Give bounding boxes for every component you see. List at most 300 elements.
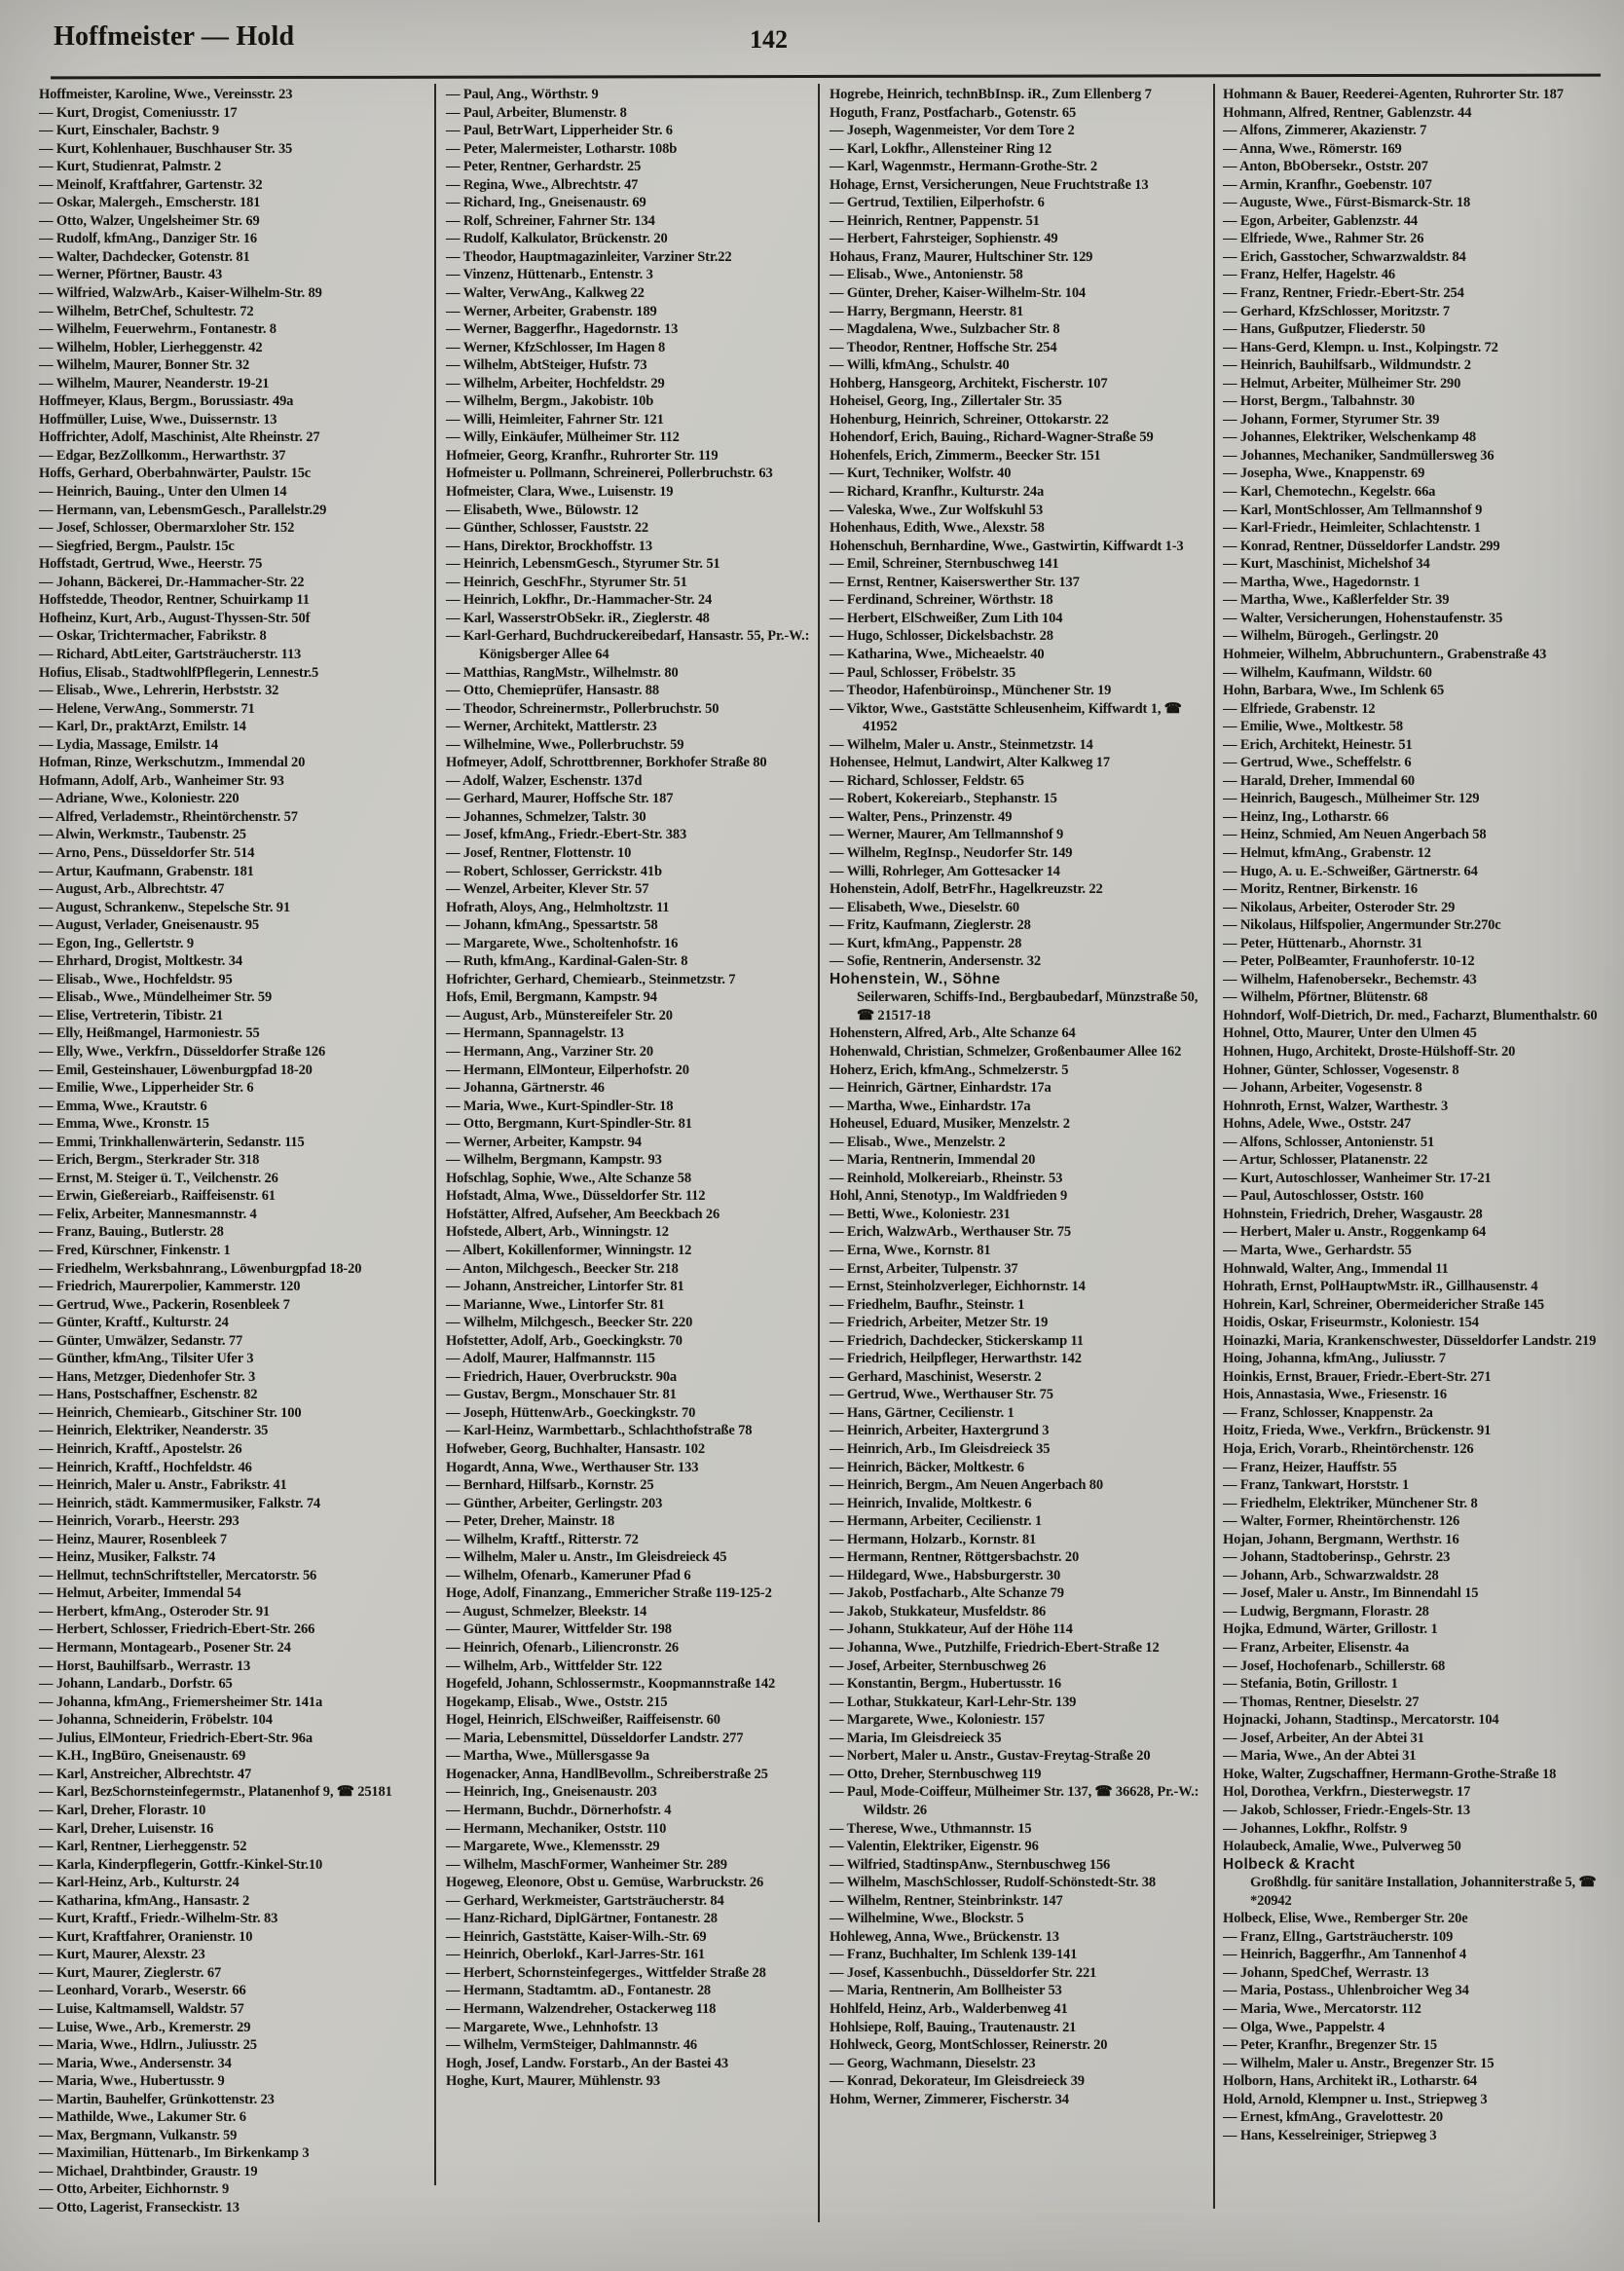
directory-entry: — Hermann, Arbeiter, Cecilienstr. 1 — [830, 1513, 1042, 1530]
directory-entry: Hoffmüller, Luise, Wwe., Duissernstr. 13 — [39, 411, 277, 428]
directory-entry: Hohlweck, Georg, MontSchlosser, Reinerstr. 20 — [830, 2037, 1108, 2054]
directory-column-1 — [39, 86, 430, 2217]
directory-entry: — Wilhelm, Bürogeh., Gerlingstr. 20 — [1223, 628, 1439, 645]
directory-entry: — Elly, Heißmangel, Harmoniestr. 55 — [39, 1025, 260, 1042]
directory-column-4 — [1223, 86, 1614, 2144]
directory-entry: Hojka, Edmund, Wärter, Grillostr. 1 — [1223, 1621, 1438, 1638]
directory-entry: — Franz, Tankwart, Horststr. 1 — [1223, 1477, 1410, 1494]
directory-entry: — Johann, Stukkateur, Auf der Höhe 114 — [830, 1621, 1073, 1638]
directory-entry: — Herbert, Fahrsteiger, Sophienstr. 49 — [830, 231, 1058, 247]
directory-entry: — Johann, Arbeiter, Vogesenstr. 8 — [1223, 1080, 1422, 1097]
directory-entry: — Johannes, Elektriker, Welschenkamp 48 — [1223, 429, 1477, 446]
directory-entry: — Martha, Wwe., Kaßlerfelder Str. 39 — [1223, 592, 1450, 609]
directory-entry: Hohm, Werner, Zimmerer, Fischerstr. 34 — [830, 2091, 1069, 2107]
directory-entry: — Margarete, Wwe., Klemensstr. 29 — [446, 1839, 660, 1855]
directory-entry: — Heinrich, Baggerfhr., Am Tannenhof 4 — [1223, 1947, 1466, 1963]
directory-entry: — Werner, Arbeiter, Grabenstr. 189 — [446, 303, 657, 319]
firm-name: Holbeck & Kracht — [1223, 1855, 1355, 1873]
directory-entry: Hofstätter, Alfred, Aufseher, Am Beeckbach 26 — [446, 1206, 720, 1222]
directory-entry: Holaubeck, Amalie, Wwe., Pulverweg 50 — [1223, 1839, 1461, 1855]
directory-entry: Hogeweg, Eleonore, Obst u. Gemüse, Warbruckstr. 26 — [446, 1875, 764, 1891]
directory-entry: — Wilhelm, Maler u. Anstr., Bregenzer Str. 15 — [1223, 2055, 1495, 2071]
directory-entry: — Heinrich, Elektriker, Neanderstr. 35 — [39, 1423, 269, 1439]
directory-entry: — Nikolaus, Hilfspolier, Angermunder Str.270c — [1223, 917, 1501, 934]
directory-entry: Hogardt, Anna, Wwe., Werthauser Str. 133 — [446, 1459, 699, 1475]
directory-entry: — Elly, Wwe., Verkfrn., Düsseldorfer Straße 126 — [39, 1043, 326, 1060]
directory-entry: Hoguth, Franz, Postfacharb., Gotenstr. 65 — [830, 104, 1077, 121]
directory-entry: Hofrath, Aloys, Ang., Helmholtzstr. 11 — [446, 899, 670, 915]
directory-entry: — Gertrud, Textilien, Eilperhofstr. 6 — [830, 195, 1045, 211]
directory-entry: Hoing, Johanna, kfmAng., Juliusstr. 7 — [1223, 1351, 1446, 1367]
directory-entry: — Franz, Rentner, Friedr.-Ebert-Str. 254 — [1223, 285, 1464, 302]
directory-entry: — Wilhelm, Feuerwehrm., Fontanestr. 8 — [39, 321, 277, 338]
directory-entry: — Konstantin, Bergm., Hubertusstr. 16 — [830, 1676, 1062, 1693]
directory-entry: Hoffstadt, Gertrud, Wwe., Heerstr. 75 — [39, 556, 263, 573]
directory-entry: — Gerhard, Maschinist, Weserstr. 2 — [830, 1368, 1042, 1385]
directory-entry: — Wilhelm, Kaufmann, Wildstr. 60 — [1223, 664, 1432, 681]
directory-entry: — Josef, Rentner, Flottenstr. 10 — [446, 844, 632, 861]
directory-entry: — Karl, Chemotechn., Kegelstr. 66a — [1223, 484, 1436, 501]
directory-entry: — Nikolaus, Arbeiter, Osteroder Str. 29 — [1223, 899, 1456, 915]
directory-entry: — Georg, Wachmann, Dieselstr. 23 — [830, 2055, 1036, 2071]
directory-entry: — Heinrich, Chemiearb., Gitschiner Str. 100 — [39, 1404, 302, 1421]
directory-entry: — Ernst, Rentner, Kaiserswerther Str. 137 — [830, 574, 1080, 590]
directory-entry: — K.H., IngBüro, Gneisenaustr. 69 — [39, 1748, 246, 1765]
directory-entry: Hohendorf, Erich, Bauing., Richard-Wagner-Straße 59 — [830, 429, 1154, 446]
directory-entry: — Erich, Bergm., Sterkrader Str. 318 — [39, 1152, 260, 1169]
directory-entry: — Ferdinand, Schreiner, Wörthstr. 18 — [830, 592, 1053, 609]
directory-entry: Hohmeier, Wilhelm, Abbruchuntern., Grabenstraße 43 — [1223, 646, 1547, 662]
directory-entry: — Fred, Kürschner, Finkenstr. 1 — [39, 1243, 231, 1258]
directory-entry: — Norbert, Maler u. Anstr., Gustav-Freytag-Straße 20 — [830, 1748, 1151, 1765]
directory-entry: — Josef, Hochofenarb., Schillerstr. 68 — [1223, 1657, 1446, 1674]
directory-entry: — Heinz, Musiker, Falkstr. 74 — [39, 1549, 216, 1566]
directory-entry: — Elisab., Wwe., Lehrerin, Herbststr. 32 — [39, 683, 279, 699]
directory-entry: — August, Arb., Albrechtstr. 47 — [39, 881, 225, 898]
directory-entry: — Wilhelm, Bergm., Jakobistr. 10b — [446, 393, 654, 410]
directory-entry: — Gertrud, Wwe., Packerin, Rosenbleek 7 — [39, 1296, 290, 1313]
directory-entry: — Paul, Ang., Wörthstr. 9 — [446, 87, 599, 102]
directory-entry: — Maria, Wwe., Andersenstr. 34 — [39, 2055, 232, 2071]
directory-entry: — Johann, Former, Styrumer Str. 39 — [1223, 411, 1440, 428]
directory-entry: Hohrein, Karl, Schreiner, Obermeidericher Straße 145 — [1223, 1296, 1544, 1313]
directory-entry: — Gertrud, Wwe., Werthauser Str. 75 — [830, 1387, 1053, 1403]
directory-entry: Hoinazki, Maria, Krankenschwester, Düsseldorfer Landstr. 219 — [1223, 1332, 1597, 1349]
directory-entry: — Karl-Heinz, Arb., Kulturstr. 24 — [39, 1875, 240, 1891]
directory-entry: — Emil, Gesteinshauer, Löwenburgpfad 18-20 — [39, 1061, 313, 1078]
firm-details: Seilerwaren, Schiffs-Ind., Bergbaubedarf, Münzstraße 50, ☎ 21517-18 — [857, 989, 1199, 1024]
directory-entry: — Walter, Dachdecker, Gotenstr. 81 — [39, 248, 250, 265]
directory-entry: — Martha, Wwe., Müllersgasse 9a — [446, 1748, 649, 1765]
directory-entry: — Wilhelm, MaschFormer, Wanheimer Str. 289 — [446, 1856, 727, 1873]
directory-entry: — Helmut, Arbeiter, Mülheimer Str. 290 — [1223, 375, 1461, 391]
directory-entry: — Hans, Gußputzer, Fliederstr. 50 — [1223, 321, 1425, 338]
directory-entry: — Heinrich, Vorarb., Heerstr. 293 — [39, 1513, 240, 1530]
directory-entry: — Karl, WasserstrObSekr. iR., Zieglerstr. 48 — [446, 610, 710, 626]
directory-entry: — Heinrich, Arbeiter, Haxtergrund 3 — [830, 1423, 1050, 1439]
directory-entry: — Wilfried, StadtinspAnw., Sternbuschweg 156 — [830, 1856, 1111, 1873]
directory-entry: — Heinrich, Kraftf., Apostelstr. 26 — [39, 1441, 242, 1458]
directory-entry: — Moritz, Rentner, Birkenstr. 16 — [1223, 881, 1418, 898]
directory-entry: — Heinrich, Bauhilfsarb., Wildmundstr. 2 — [1223, 357, 1471, 374]
directory-entry: Hohlsiepe, Rolf, Bauing., Trautenaustr. 21 — [830, 2019, 1077, 2035]
directory-entry: — Theodor, Hafenbüroinsp., Münchener Str. 19 — [830, 683, 1112, 699]
directory-entry: — Martha, Wwe., Einhardstr. 17a — [830, 1098, 1031, 1114]
directory-entry: — Josepha, Wwe., Knappenstr. 69 — [1223, 465, 1425, 482]
directory-entry: — Werner, Architekt, Mattlerstr. 23 — [446, 719, 657, 735]
column-divider-2 — [818, 84, 820, 2222]
directory-entry: Hohmann, Alfred, Rentner, Gablenzstr. 44 — [1223, 104, 1472, 121]
directory-entry: — Ernst, M. Steiger ü. T., Veilchenstr. 26 — [39, 1170, 278, 1186]
directory-entry: — Hermann, Rentner, Röttgersbachstr. 20 — [830, 1549, 1080, 1566]
directory-entry: — Friedrich, Dachdecker, Stickerskamp 11 — [830, 1332, 1084, 1349]
directory-entry: Hohnroth, Ernst, Walzer, Warthestr. 3 — [1223, 1098, 1449, 1114]
directory-entry: — Lydia, Massage, Emilstr. 14 — [39, 736, 219, 753]
directory-entry: — Adolf, Maurer, Halfmannstr. 115 — [446, 1351, 655, 1367]
directory-entry: — Günther, kfmAng., Tilsiter Ufer 3 — [39, 1351, 254, 1367]
directory-entry: — Maria, Wwe., Hdlrn., Juliusstr. 25 — [39, 2037, 257, 2054]
directory-entry: Hoghe, Kurt, Maurer, Mühlenstr. 93 — [446, 2073, 660, 2090]
directory-entry: — Karl, MontSchlosser, Am Tellmannshof 9 — [1223, 502, 1483, 518]
directory-entry: Hoffstedde, Theodor, Rentner, Schuirkamp 11 — [39, 592, 310, 609]
directory-entry: — Heinz, Maurer, Rosenbleek 7 — [39, 1531, 228, 1547]
directory-entry: — Franz, Buchhalter, Im Schlenk 139-141 — [830, 1947, 1078, 1963]
directory-entry: — Hans, Postschaffner, Eschenstr. 82 — [39, 1387, 258, 1403]
directory-entry: — Otto, Lagerist, Franseckistr. 13 — [39, 2199, 240, 2215]
directory-entry: — Wilhelmine, Wwe., Blockstr. 5 — [830, 1911, 1024, 1927]
directory-entry: — Wilhelm, Maurer, Neanderstr. 19-21 — [39, 375, 270, 391]
directory-entry: — Betti, Wwe., Koloniestr. 231 — [830, 1206, 1011, 1222]
directory-entry: — Paul, Mode-Coiffeur, Mülheimer Str. 137, ☎ 36628, Pr.-W.: Wildstr. 26 — [830, 1784, 1200, 1818]
directory-entry: — Hellmut, technSchriftsteller, Mercatorstr. 56 — [39, 1567, 317, 1583]
directory-entry: — Horst, Bergm., Talbahnstr. 30 — [1223, 393, 1416, 410]
firm-name: Hohenstein, W., Söhne — [830, 970, 1001, 987]
directory-entry: — Armin, Kranfhr., Goebenstr. 107 — [1223, 176, 1432, 193]
directory-entry: — Johannes, Mechaniker, Sandmüllersweg 36 — [1223, 447, 1495, 464]
directory-entry: Hoheusel, Eduard, Musiker, Menzelstr. 2 — [830, 1116, 1070, 1133]
directory-entry: — Herbert, kfmAng., Osteroder Str. 91 — [39, 1603, 271, 1619]
directory-entry: — Emil, Schreiner, Sternbuschweg 141 — [830, 556, 1059, 573]
directory-entry: — Friedrich, Arbeiter, Metzer Str. 19 — [830, 1315, 1049, 1331]
directory-entry: — Theodor, Rentner, Hoffsche Str. 254 — [830, 339, 1057, 355]
directory-entry: — Kurt, Studienrat, Palmstr. 2 — [39, 159, 222, 175]
directory-entry: — Otto, Arbeiter, Eichhornstr. 9 — [39, 2181, 230, 2198]
directory-entry: — Otto, Bergmann, Kurt-Spindler-Str. 81 — [446, 1116, 692, 1133]
directory-entry: — Kurt, Drogist, Comeniusstr. 17 — [39, 104, 238, 121]
directory-entry: — Willy, Einkäufer, Mülheimer Str. 112 — [446, 429, 680, 446]
directory-entry: — Theodor, Schreinermstr., Pollerbruchstr. 50 — [446, 700, 720, 717]
directory-entry: — Hermann, Ang., Varziner Str. 20 — [446, 1043, 653, 1060]
directory-entry: Hohensee, Helmut, Landwirt, Alter Kalkweg 17 — [830, 755, 1110, 771]
directory-entry: — Heinrich, Ing., Gneisenaustr. 203 — [446, 1784, 657, 1801]
directory-entry — [1223, 1856, 1614, 1911]
directory-entry: Hoffrichter, Adolf, Maschinist, Alte Rheinstr. 27 — [39, 429, 320, 446]
directory-entry: — Gertrud, Wwe., Scheffelstr. 6 — [1223, 755, 1412, 771]
directory-entry: — Wilhelm, MaschSchlosser, Rudolf-Schönstedt-Str. 38 — [830, 1875, 1157, 1891]
directory-entry: Hohenburg, Heinrich, Schreiner, Ottokarstr. 22 — [830, 411, 1109, 428]
directory-entry: — Heinz, Ing., Lotharstr. 66 — [1223, 808, 1389, 825]
directory-entry: — Richard, Kranfhr., Kulturstr. 24a — [830, 484, 1045, 501]
directory-entry: — Alfons, Schlosser, Antonienstr. 51 — [1223, 1134, 1435, 1150]
directory-entry: — Werner, Arbeiter, Kampstr. 94 — [446, 1134, 642, 1150]
directory-entry: — Elise, Vertreterin, Tibistr. 21 — [39, 1007, 224, 1024]
directory-entry: — Luise, Kaltmamsell, Waldstr. 57 — [39, 2000, 244, 2017]
directory-entry: — Wilhelm, BetrChef, Schultestr. 72 — [39, 303, 254, 319]
directory-entry: — Ernest, kfmAng., Gravelottestr. 20 — [1223, 2109, 1444, 2126]
directory-entry: — Kurt, Einschaler, Bachstr. 9 — [39, 123, 219, 139]
directory-entry: — Reinhold, Molkereiarb., Rheinstr. 53 — [830, 1170, 1063, 1186]
directory-entry: — Ehrhard, Drogist, Moltkestr. 34 — [39, 953, 242, 970]
directory-entry: — Karla, Kinderpflegerin, Gottfr.-Kinkel-Str.10 — [39, 1856, 323, 1873]
directory-entry: Hofstede, Albert, Arb., Winningstr. 12 — [446, 1224, 669, 1241]
directory-entry: — Heinrich, Gaststätte, Kaiser-Wilh.-Str. 69 — [446, 1928, 707, 1945]
directory-entry: — Wilhelm, Hobler, Lierheggenstr. 42 — [39, 339, 263, 355]
directory-entry: — Erich, Architekt, Heinestr. 51 — [1223, 736, 1413, 753]
directory-entry: — Bernhard, Hilfsarb., Kornstr. 25 — [446, 1477, 654, 1494]
directory-entry: — Franz, Bauing., Butlerstr. 28 — [39, 1224, 224, 1241]
directory-entry: Hohner, Günter, Schlosser, Vogesenstr. 8 — [1223, 1061, 1459, 1078]
directory-entry: Hojnacki, Johann, Stadtinsp., Mercatorstr. 104 — [1223, 1712, 1499, 1729]
directory-entry: Hofius, Elisab., StadtwohlfPflegerin, Lennestr.5 — [39, 664, 319, 681]
directory-entry: — Joseph, HüttenwArb., Goeckingkstr. 70 — [446, 1404, 696, 1421]
directory-entry: — Horst, Bauhilfsarb., Werrastr. 13 — [39, 1657, 251, 1674]
directory-entry: Hoffs, Gerhard, Oberbahnwärter, Paulstr. 15c — [39, 465, 312, 482]
directory-entry: — Wilhelm, VermSteiger, Dahlmannstr. 46 — [446, 2037, 697, 2054]
directory-entry: — Magdalena, Wwe., Sulzbacher Str. 8 — [830, 321, 1060, 338]
directory-entry: — Hans, Metzger, Diedenhofer Str. 3 — [39, 1368, 256, 1385]
directory-entry: Hogrebe, Heinrich, technBbInsp. iR., Zum Ellenberg 7 — [830, 87, 1152, 102]
directory-entry: — Katharina, kfmAng., Hansastr. 2 — [39, 1892, 250, 1909]
directory-entry: Hohnstein, Friedrich, Dreher, Wasgaustr. 28 — [1223, 1206, 1483, 1222]
directory-entry: — Julius, ElMonteur, Friedrich-Ebert-Str. 96a — [39, 1730, 313, 1746]
directory-entry: — Maria, Lebensmittel, Düsseldorfer Landstr. 277 — [446, 1730, 744, 1746]
directory-entry: Hoheisel, Georg, Ing., Zillertaler Str. 35 — [830, 393, 1062, 410]
directory-entry: — Margarete, Wwe., Lehnhofstr. 13 — [446, 2019, 658, 2035]
directory-entry: — Elfriede, Grabenstr. 12 — [1223, 700, 1376, 717]
directory-entry: — Franz, ElIng., Gartsträucherstr. 109 — [1223, 1928, 1454, 1945]
directory-entry: — Maria, Wwe., An der Abtei 31 — [1223, 1748, 1417, 1765]
directory-entry: Hohnen, Hugo, Architekt, Droste-Hülshoff-Str. 20 — [1223, 1043, 1516, 1060]
directory-entry: — Oskar, Trichtermacher, Fabrikstr. 8 — [39, 628, 267, 645]
directory-entry: Hofrichter, Gerhard, Chemiearb., Steinmetzstr. 7 — [446, 971, 736, 987]
directory-entry: — Karl, Anstreicher, Albrechtstr. 47 — [39, 1766, 252, 1782]
directory-entry: — Ernst, Steinholzverleger, Eichhornstr. 14 — [830, 1279, 1086, 1295]
directory-entry: — Heinrich, Bauing., Unter den Ulmen 14 — [39, 484, 287, 501]
directory-entry: — Heinrich, Lokfhr., Dr.-Hammacher-Str. 24 — [446, 592, 713, 609]
directory-entry: — Wilhelm, Arbeiter, Hochfeldstr. 29 — [446, 375, 665, 391]
header-rule — [51, 74, 1601, 80]
directory-entry: — Alfred, Verlademstr., Rheintörchenstr. 57 — [39, 808, 298, 825]
directory-entry: — Wilhelmine, Wwe., Pollerbruchstr. 59 — [446, 736, 684, 753]
directory-entry: — Ruth, kfmAng., Kardinal-Galen-Str. 8 — [446, 953, 688, 970]
directory-entry: — Hans-Gerd, Klempn. u. Inst., Kolpingstr. 72 — [1223, 339, 1498, 355]
directory-entry: — Wilhelm, Ofenarb., Kameruner Pfad 6 — [446, 1567, 691, 1583]
directory-entry: — Otto, Walzer, Ungelsheimer Str. 69 — [39, 212, 260, 229]
directory-entry: Hohn, Barbara, Wwe., Im Schlenk 65 — [1223, 683, 1445, 699]
directory-entry: — Wilhelm, Bergmann, Kampstr. 93 — [446, 1152, 662, 1169]
directory-entry: — Karl, BezSchornsteinfegermstr., Platanenhof 9, ☎ 25181 — [39, 1784, 392, 1801]
directory-entry: — Walter, Versicherungen, Hohenstaufenstr. 35 — [1223, 610, 1503, 626]
directory-entry: — Heinrich, städt. Kammermusiker, Falkstr. 74 — [39, 1495, 321, 1511]
directory-entry: Hoinkis, Ernst, Brauer, Friedr.-Ebert-Str. 271 — [1223, 1368, 1492, 1385]
directory-entry: — Harry, Bergmann, Heerstr. 81 — [830, 303, 1024, 319]
directory-entry: — Wilhelm, Maurer, Bonner Str. 32 — [39, 357, 250, 374]
directory-entry: — Hans, Gärtner, Cecilienstr. 1 — [830, 1404, 1015, 1421]
directory-entry: — Paul, Autoschlosser, Oststr. 160 — [1223, 1188, 1424, 1205]
directory-entry: — Werner, Pförtner, Baustr. 43 — [39, 267, 223, 283]
directory-entry: Hohndorf, Wolf-Dietrich, Dr. med., Facharzt, Blumenthalstr. 60 — [1223, 1007, 1598, 1024]
directory-entry: — Kurt, kfmAng., Pappenstr. 28 — [830, 935, 1022, 951]
directory-entry: — Karl-Friedr., Heimleiter, Schlachtenstr. 1 — [1223, 520, 1481, 537]
directory-entry: Hohns, Adele, Wwe., Oststr. 247 — [1223, 1116, 1412, 1133]
directory-entry: — Erna, Wwe., Kornstr. 81 — [830, 1243, 991, 1258]
directory-entry: — Friedhelm, Werksbahnrang., Löwenburgpfad 18-20 — [39, 1260, 362, 1277]
directory-entry: — Emmi, Trinkhallenwärterin, Sedanstr. 115 — [39, 1134, 305, 1150]
directory-entry: — Maria, Postass., Uhlenbroicher Weg 34 — [1223, 1983, 1469, 1999]
directory-entry: — Hermann, Holzarb., Kornstr. 81 — [830, 1531, 1037, 1547]
directory-entry: — Kurt, Maurer, Zieglerstr. 67 — [39, 1964, 222, 1981]
directory-entry: — Wilhelm, Hafenobersekr., Bechemstr. 43 — [1223, 971, 1477, 987]
directory-entry: — Kurt, Kohlenhauer, Buschhauser Str. 35 — [39, 140, 293, 157]
directory-entry: — Anton, Milchgesch., Beecker Str. 218 — [446, 1260, 679, 1277]
directory-entry: — Herbert, ElSchweißer, Zum Lith 104 — [830, 610, 1063, 626]
directory-entry: — Franz, Arbeiter, Elisenstr. 4a — [1223, 1640, 1410, 1657]
directory-entry: — Walter, Former, Rheintörchenstr. 126 — [1223, 1513, 1460, 1530]
directory-entry: — Heinrich, GeschFhr., Styrumer Str. 51 — [446, 574, 687, 590]
directory-entry: Hofheinz, Kurt, Arb., August-Thyssen-Str. 50f — [39, 610, 311, 626]
directory-entry: — Karl-Heinz, Warmbettarb., Schlachthofstraße 78 — [446, 1423, 753, 1439]
directory-entry: — Sofie, Rentnerin, Andersenstr. 32 — [830, 953, 1041, 970]
directory-entry: — Kurt, Autoschlosser, Wanheimer Str. 17-21 — [1223, 1170, 1492, 1186]
directory-entry: — Egon, Arbeiter, Gablenzstr. 44 — [1223, 212, 1418, 229]
directory-entry: — Josef, Arbeiter, An der Abtei 31 — [1223, 1730, 1424, 1746]
directory-entry: Hofmeister, Clara, Wwe., Luisenstr. 19 — [446, 484, 674, 501]
directory-entry: — Herbert, Schlosser, Friedrich-Ebert-Str. 266 — [39, 1621, 315, 1638]
directory-entry: — Theodor, Hauptmagazinleiter, Varziner Str.22 — [446, 248, 732, 265]
directory-entry: — Heinrich, Ofenarb., Liliencronstr. 26 — [446, 1640, 680, 1657]
directory-entry: — Heinrich, Bäcker, Moltkestr. 6 — [830, 1459, 1024, 1475]
directory-entry: — Ludwig, Bergmann, Florastr. 28 — [1223, 1603, 1429, 1619]
directory-entry: — Elisab., Wwe., Hochfeldstr. 95 — [39, 971, 233, 987]
directory-entry: — Kurt, Kraftf., Friedr.-Wilhelm-Str. 83 — [39, 1911, 278, 1927]
directory-entry: — Anton, BbObersekr., Oststr. 207 — [1223, 159, 1428, 175]
directory-entry: — Hanz-Richard, DiplGärtner, Fontanestr. 28 — [446, 1911, 718, 1927]
directory-entry: — Friedrich, Heilpfleger, Herwarthstr. 142 — [830, 1351, 1082, 1367]
directory-entry: — Wilhelm, Arb., Wittfelder Str. 122 — [446, 1657, 662, 1674]
directory-entry: Hofmeister u. Pollmann, Schreinerei, Pollerbruchstr. 63 — [446, 465, 773, 482]
directory-entry: Hofmeyer, Adolf, Schrottbrenner, Borkhofer Straße 80 — [446, 755, 767, 771]
directory-entry: — Valeska, Wwe., Zur Wolfskuhl 53 — [830, 502, 1044, 518]
directory-entry: — Heinrich, Oberlokf., Karl-Jarres-Str. 161 — [446, 1947, 705, 1963]
directory-entry: — Karl, Lokfhr., Allensteiner Ring 12 — [830, 140, 1052, 157]
directory-entry: — Richard, Schlosser, Feldstr. 65 — [830, 772, 1024, 789]
directory-entry: Hogel, Heinrich, ElSchweißer, Raiffeisenstr. 60 — [446, 1712, 720, 1729]
directory-entry: — August, Schmelzer, Bleekstr. 14 — [446, 1603, 647, 1619]
directory-entry: — Konrad, Rentner, Düsseldorfer Landstr. 299 — [1223, 538, 1500, 554]
directory-entry: — Paul, Arbeiter, Blumenstr. 8 — [446, 104, 627, 121]
directory-entry: — Peter, Kranfhr., Bregenzer Str. 15 — [1223, 2037, 1437, 2054]
directory-entry: — Peter, Dreher, Mainstr. 18 — [446, 1513, 615, 1530]
directory-entry: — Johann, Arb., Schwarzwaldstr. 28 — [1223, 1567, 1439, 1583]
directory-entry: — Rudolf, kfmAng., Danziger Str. 16 — [39, 231, 257, 247]
directory-entry: — Walter, VerwAng., Kalkweg 22 — [446, 285, 645, 302]
directory-entry: — Paul, Schlosser, Fröbelstr. 35 — [830, 664, 1016, 681]
directory-entry: — Maria, Im Gleisdreieck 35 — [830, 1730, 1002, 1746]
directory-entry: Hofmeier, Georg, Kranfhr., Ruhrorter Str. 119 — [446, 447, 719, 464]
directory-entry: — Helmut, Arbeiter, Immendal 54 — [39, 1585, 241, 1602]
directory-entry: — Günter, Umwälzer, Sedanstr. 77 — [39, 1332, 243, 1349]
directory-entry: — Regina, Wwe., Albrechtstr. 47 — [446, 176, 639, 193]
directory-entry: — Wilhelm, Maler u. Anstr., Steinmetzstr. 14 — [830, 736, 1093, 753]
directory-entry: Hofman, Rinze, Werkschutzm., Immendal 20 — [39, 755, 306, 771]
directory-column-2 — [446, 86, 814, 2091]
directory-entry: — Johanna, Wwe., Putzhilfe, Friedrich-Ebert-Straße 12 — [830, 1640, 1160, 1657]
directory-entry: — Otto, Chemieprüfer, Hansastr. 88 — [446, 683, 659, 699]
directory-entry: — Josef, Maler u. Anstr., Im Binnendahl 15 — [1223, 1585, 1479, 1602]
directory-entry: — Wilhelm, Pförtner, Blütenstr. 68 — [1223, 989, 1428, 1006]
directory-entry: — Artur, Kaufmann, Grabenstr. 181 — [39, 863, 254, 879]
directory-entry: Hohenhaus, Edith, Wwe., Alexstr. 58 — [830, 520, 1045, 537]
directory-entry: — Johann, Landarb., Dorfstr. 65 — [39, 1676, 233, 1693]
directory-entry: — Emilie, Wwe., Moltkestr. 58 — [1223, 719, 1403, 735]
directory-entry: — Albert, Kokillenformer, Winningstr. 12 — [446, 1243, 692, 1258]
directory-entry: — Maria, Rentnerin, Immendal 20 — [830, 1152, 1036, 1169]
directory-entry: — Maria, Wwe., Kurt-Spindler-Str. 18 — [446, 1098, 674, 1114]
directory-entry: — Thomas, Rentner, Dieselstr. 27 — [1223, 1694, 1420, 1710]
directory-entry: — Heinrich, Invalide, Moltkestr. 6 — [830, 1495, 1032, 1511]
directory-entry: Hohenschuh, Bernhardine, Wwe., Gastwirtin, Kiffwardt 1-3 — [830, 538, 1184, 554]
directory-entry: — Margarete, Wwe., Scholtenhofstr. 16 — [446, 935, 679, 951]
directory-entry: — Heinrich, Baugesch., Mülheimer Str. 129 — [1223, 791, 1480, 807]
directory-entry: — Heinrich, Arb., Im Gleisdreieck 35 — [830, 1441, 1051, 1458]
page-header-title: Hoffmeister — Hold — [54, 21, 295, 52]
directory-entry: Hohmann & Bauer, Reederei-Agenten, Ruhrorter Str. 187 — [1223, 87, 1564, 102]
directory-entry: — Joseph, Wagenmeister, Vor dem Tore 2 — [830, 123, 1075, 139]
directory-entry: — Günther, Schlosser, Fauststr. 22 — [446, 520, 649, 537]
directory-entry: — Elfriede, Wwe., Rahmer Str. 26 — [1223, 231, 1424, 247]
directory-entry: — Felix, Arbeiter, Mannesmannstr. 4 — [39, 1206, 257, 1222]
directory-entry: Hofstetter, Adolf, Arb., Goeckingkstr. 70 — [446, 1332, 683, 1349]
directory-entry: — Adriane, Wwe., Koloniestr. 220 — [39, 791, 240, 807]
directory-entry: — Richard, Ing., Gneisenaustr. 69 — [446, 195, 646, 211]
directory-entry: Hojan, Johann, Bergmann, Werthstr. 16 — [1223, 1531, 1459, 1547]
directory-entry: — Johann, SpedChef, Werrastr. 13 — [1223, 1964, 1429, 1981]
directory-entry: — Hermann, van, LebensmGesch., Parallelstr.29 — [39, 502, 327, 518]
directory-entry: — Harald, Dreher, Immendal 60 — [1223, 772, 1416, 789]
directory-entry: — Mathilde, Wwe., Lakumer Str. 6 — [39, 2109, 246, 2126]
directory-entry — [830, 971, 1209, 1025]
directory-entry: Hoke, Walter, Zugschaffner, Hermann-Grothe-Straße 18 — [1223, 1766, 1557, 1782]
directory-entry: — Erich, WalzwArb., Werthauser Str. 75 — [830, 1224, 1071, 1241]
directory-entry: — Rudolf, Kalkulator, Brückenstr. 20 — [446, 231, 668, 247]
directory-entry: Hohl, Anni, Stenotyp., Im Waldfrieden 9 — [830, 1188, 1068, 1205]
directory-entry: — Josef, Arbeiter, Sternbuschweg 26 — [830, 1657, 1047, 1674]
directory-entry: — Peter, Rentner, Gerhardstr. 25 — [446, 159, 642, 175]
directory-entry: Hohleweg, Anna, Wwe., Brückenstr. 13 — [830, 1928, 1059, 1945]
directory-entry: — Heinrich, LebensmGesch., Styrumer Str. 51 — [446, 556, 720, 573]
directory-entry: — Wilhelm, Kraftf., Ritterstr. 72 — [446, 1531, 639, 1547]
directory-entry: — Lothar, Stukkateur, Karl-Lehr-Str. 139 — [830, 1694, 1077, 1710]
directory-entry: — Franz, Helfer, Hagelstr. 46 — [1223, 267, 1395, 283]
directory-entry: Hofweber, Georg, Buchhalter, Hansastr. 102 — [446, 1441, 705, 1458]
directory-entry: — Franz, Schlosser, Knappenstr. 2a — [1223, 1404, 1433, 1421]
directory-entry: — Leonhard, Vorarb., Weserstr. 66 — [39, 1983, 246, 1999]
directory-entry: — Günter, Maurer, Wittfelder Str. 198 — [446, 1621, 672, 1638]
directory-entry: Hohage, Ernst, Versicherungen, Neue Fruchtstraße 13 — [830, 176, 1149, 193]
directory-entry: — Katharina, Wwe., Micheaelstr. 40 — [830, 646, 1045, 662]
directory-entry: — Kurt, Maurer, Alexstr. 23 — [39, 1947, 205, 1963]
directory-entry: — Josef, Kassenbuchh., Düsseldorfer Str. 221 — [830, 1964, 1097, 1981]
